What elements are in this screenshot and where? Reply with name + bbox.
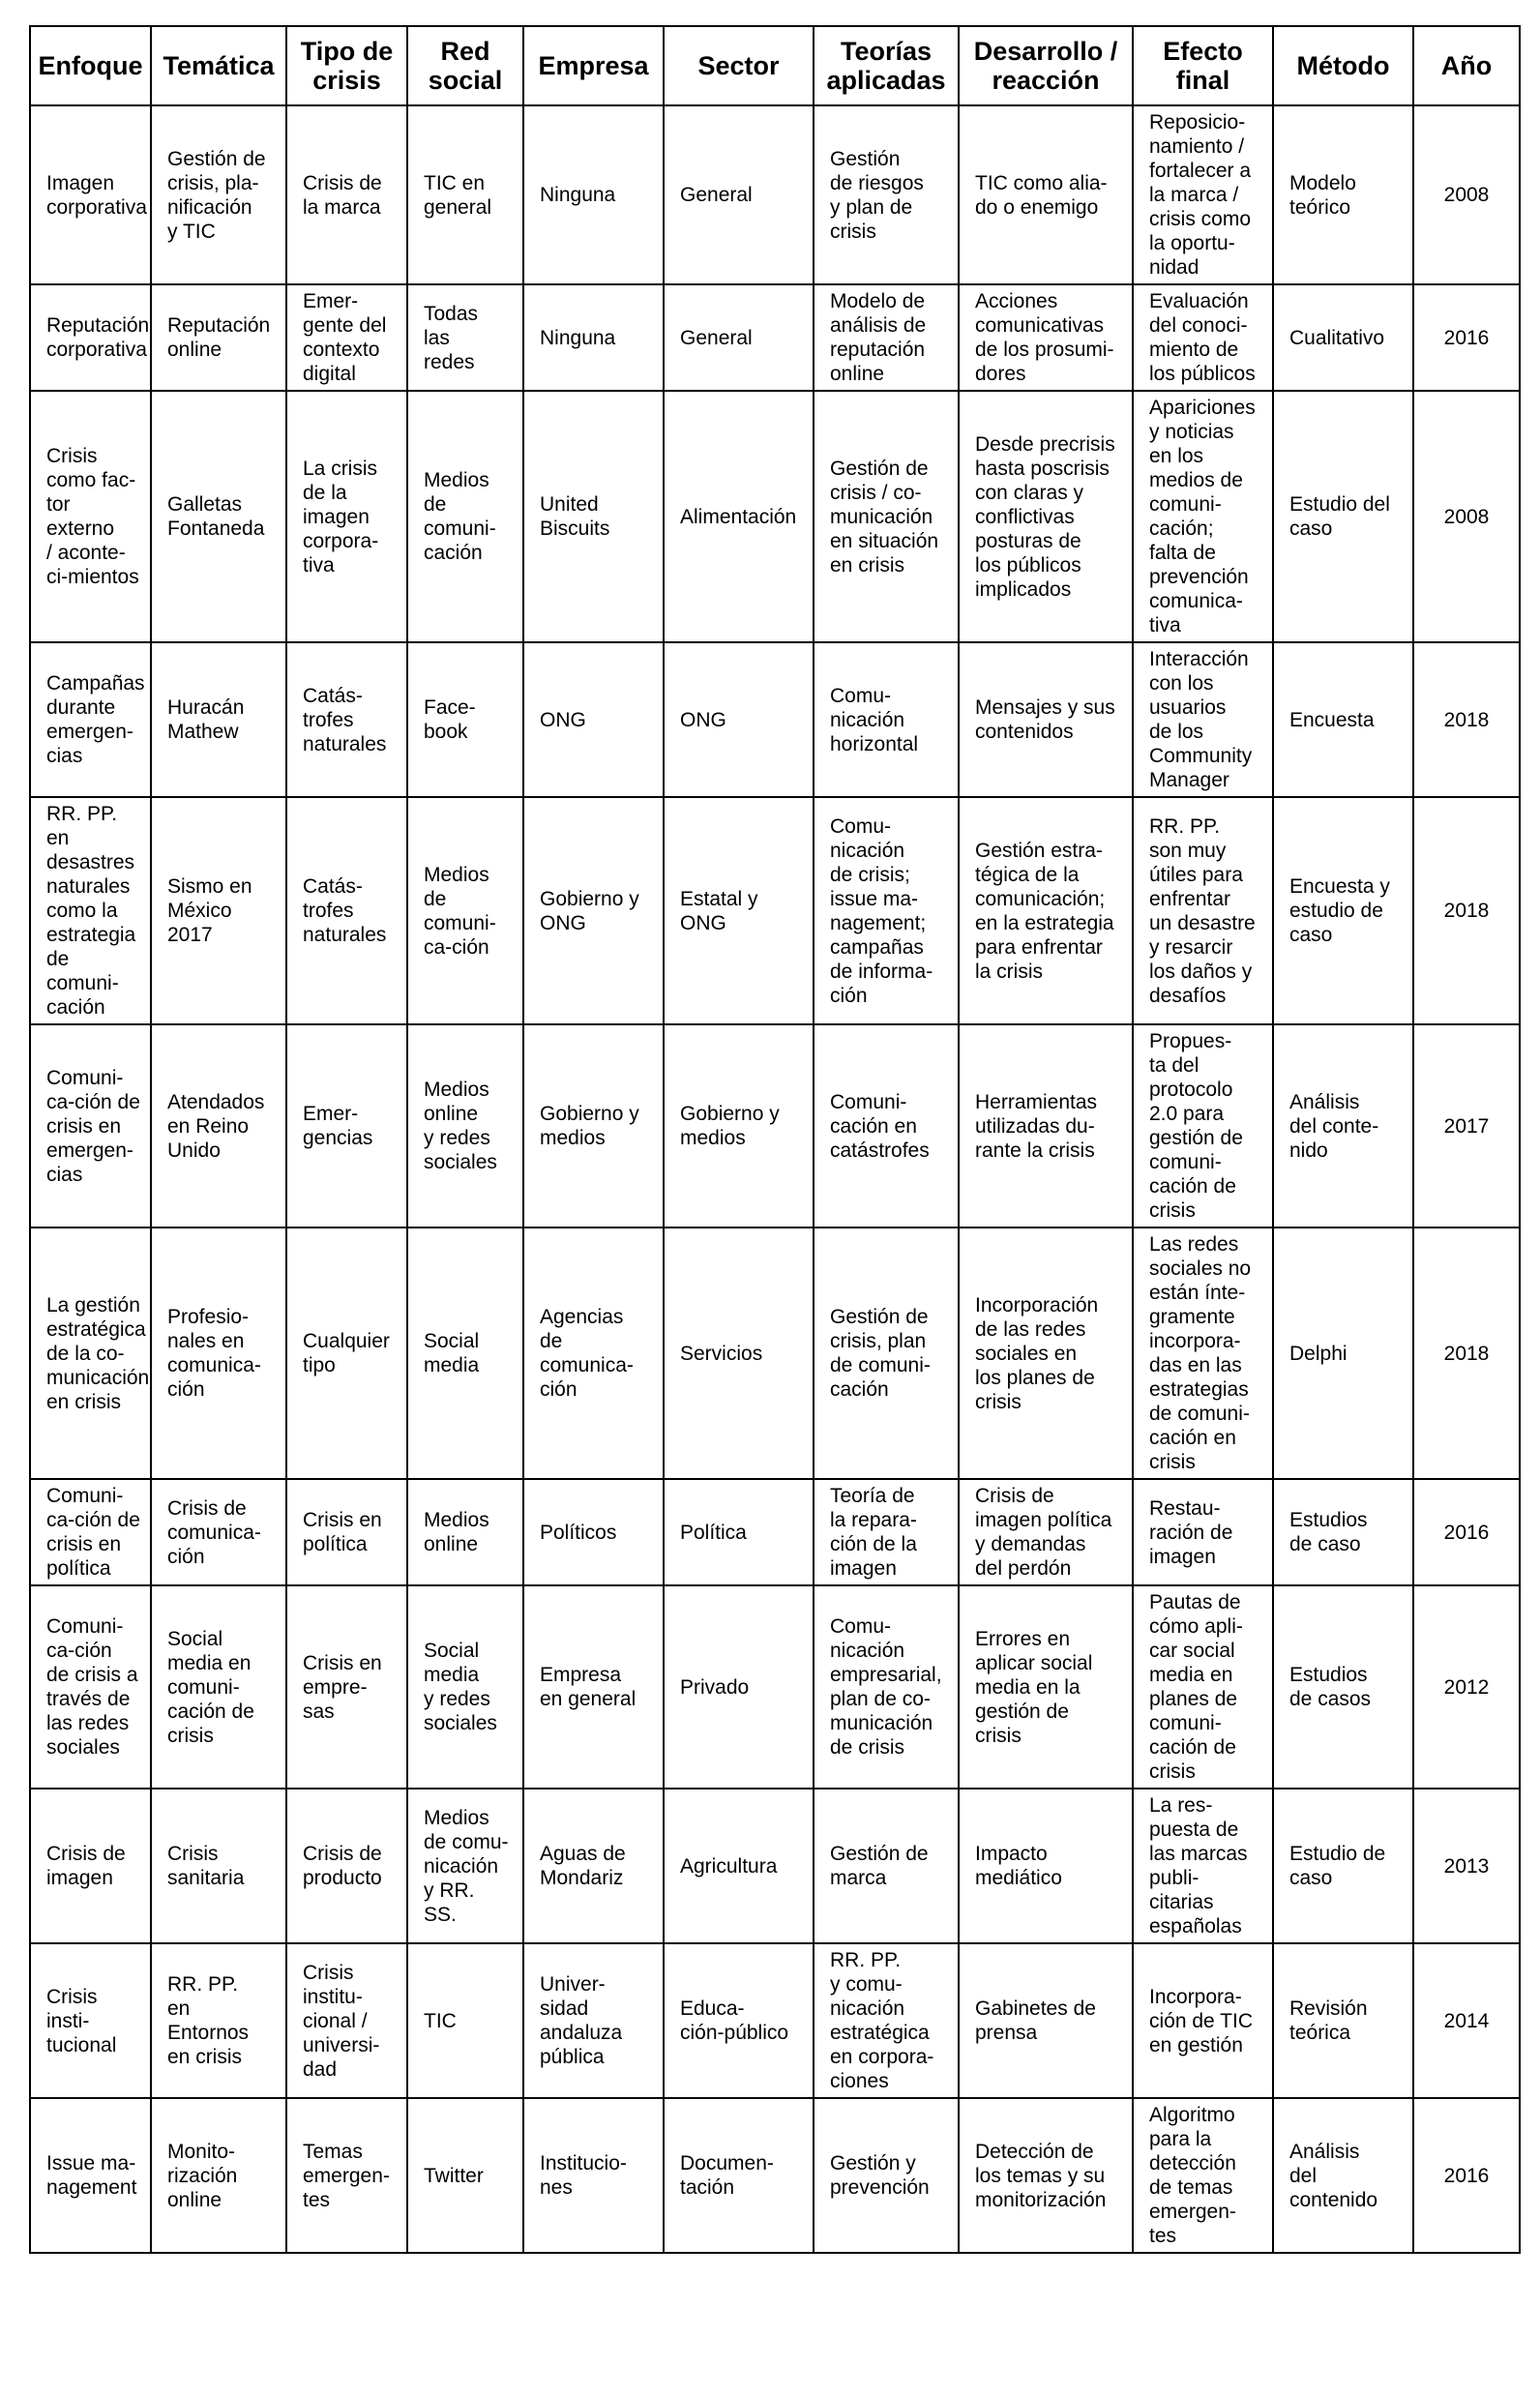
cell-teorias-aplicadas: Gestión de crisis / co- municación en situación en crisis bbox=[814, 391, 959, 642]
cell-enfoque: Imagen corporativa bbox=[30, 105, 151, 284]
table-body bbox=[30, 105, 1520, 2253]
table-row bbox=[30, 284, 1520, 391]
cell-desarrollo-reaccion: Gestión estra- tégica de la comunicación; en la estrategia para enfrentar la crisis bbox=[959, 797, 1133, 1024]
cell-efecto-final: Restau- ración de imagen bbox=[1133, 1479, 1273, 1585]
cell-ano: 2012 bbox=[1413, 1585, 1520, 1789]
cell-ano: 2014 bbox=[1413, 1943, 1520, 2098]
header-teorias-aplicadas: Teorías aplicadas bbox=[814, 26, 959, 105]
cell-desarrollo-reaccion: TIC como alia- do o enemigo bbox=[959, 105, 1133, 284]
cell-tipo-de-crisis: Crisis de producto bbox=[286, 1789, 407, 1943]
table-row bbox=[30, 1789, 1520, 1943]
cell-desarrollo-reaccion: Impacto mediático bbox=[959, 1789, 1133, 1943]
table-header-row bbox=[30, 26, 1520, 105]
cell-efecto-final: Algoritmo para la detección de temas emergen- tes bbox=[1133, 2098, 1273, 2253]
table-row bbox=[30, 2098, 1520, 2253]
cell-sector: General bbox=[664, 105, 814, 284]
cell-teorias-aplicadas: Gestión de marca bbox=[814, 1789, 959, 1943]
cell-tipo-de-crisis: Temas emergen- tes bbox=[286, 2098, 407, 2253]
cell-empresa: Aguas de Mondariz bbox=[523, 1789, 664, 1943]
header-red-social: Red social bbox=[407, 26, 523, 105]
cell-enfoque: Crisis de imagen bbox=[30, 1789, 151, 1943]
header-ano: Año bbox=[1413, 26, 1520, 105]
cell-ano: 2016 bbox=[1413, 1479, 1520, 1585]
cell-empresa: ONG bbox=[523, 642, 664, 797]
cell-empresa: Institucio- nes bbox=[523, 2098, 664, 2253]
cell-metodo: Estudio del caso bbox=[1273, 391, 1413, 642]
cell-efecto-final: Interacción con los usuarios de los Community Manager bbox=[1133, 642, 1273, 797]
cell-efecto-final: Evaluación del conoci- miento de los públicos bbox=[1133, 284, 1273, 391]
table-row bbox=[30, 1228, 1520, 1479]
cell-red-social: Todas las redes bbox=[407, 284, 523, 391]
header-efecto-final: Efecto final bbox=[1133, 26, 1273, 105]
cell-teorias-aplicadas: Comu- nicación horizontal bbox=[814, 642, 959, 797]
cell-enfoque: Comuni- ca-ción de crisis en política bbox=[30, 1479, 151, 1585]
cell-teorias-aplicadas: Gestión de crisis, plan de comuni- cación bbox=[814, 1228, 959, 1479]
cell-ano: 2013 bbox=[1413, 1789, 1520, 1943]
cell-sector: Estatal y ONG bbox=[664, 797, 814, 1024]
cell-efecto-final: Apariciones y noticias en los medios de comuni- cación; falta de prevención comunica- tiva bbox=[1133, 391, 1273, 642]
cell-sector: Agricultura bbox=[664, 1789, 814, 1943]
cell-efecto-final: La res- puesta de las marcas publi- citarias españolas bbox=[1133, 1789, 1273, 1943]
cell-red-social: Twitter bbox=[407, 2098, 523, 2253]
cell-metodo: Análisis del contenido bbox=[1273, 2098, 1413, 2253]
cell-tipo-de-crisis: Crisis institu- cional / universi- dad bbox=[286, 1943, 407, 2098]
table-row bbox=[30, 642, 1520, 797]
cell-tematica: Crisis de comunica- ción bbox=[151, 1479, 286, 1585]
cell-empresa: Ninguna bbox=[523, 105, 664, 284]
cell-teorias-aplicadas: Gestión y prevención bbox=[814, 2098, 959, 2253]
cell-red-social: TIC bbox=[407, 1943, 523, 2098]
cell-teorias-aplicadas: Comuni- cación en catástrofes bbox=[814, 1024, 959, 1228]
header-tematica: Temática bbox=[151, 26, 286, 105]
cell-sector: Privado bbox=[664, 1585, 814, 1789]
cell-metodo: Delphi bbox=[1273, 1228, 1413, 1479]
cell-enfoque: Crisis insti- tucional bbox=[30, 1943, 151, 2098]
cell-desarrollo-reaccion: Errores en aplicar social media en la gestión de crisis bbox=[959, 1585, 1133, 1789]
table-row bbox=[30, 105, 1520, 284]
table-row bbox=[30, 1479, 1520, 1585]
cell-enfoque: Campañas durante emergen- cias bbox=[30, 642, 151, 797]
cell-desarrollo-reaccion: Desde precrisis hasta poscrisis con claras y conflictivas posturas de los públicos implicados bbox=[959, 391, 1133, 642]
header-tipo-de-crisis: Tipo de crisis bbox=[286, 26, 407, 105]
cell-empresa: Univer- sidad andaluza pública bbox=[523, 1943, 664, 2098]
cell-desarrollo-reaccion: Detección de los temas y su monitorización bbox=[959, 2098, 1133, 2253]
cell-tipo-de-crisis: Cualquier tipo bbox=[286, 1228, 407, 1479]
table-row bbox=[30, 391, 1520, 642]
document-page bbox=[29, 25, 1519, 2254]
cell-tipo-de-crisis: Crisis en empre- sas bbox=[286, 1585, 407, 1789]
cell-sector: Educa- ción-público bbox=[664, 1943, 814, 2098]
cell-tematica: Monito- rización online bbox=[151, 2098, 286, 2253]
cell-empresa: Gobierno y ONG bbox=[523, 797, 664, 1024]
cell-metodo: Revisión teórica bbox=[1273, 1943, 1413, 2098]
cell-enfoque: Issue ma- nagement bbox=[30, 2098, 151, 2253]
cell-tematica: Social media en comuni- cación de crisis bbox=[151, 1585, 286, 1789]
cell-efecto-final: RR. PP. son muy útiles para enfrentar un desastre y resarcir los daños y desafíos bbox=[1133, 797, 1273, 1024]
cell-enfoque: Comuni- ca-ción de crisis en emergen- cias bbox=[30, 1024, 151, 1228]
cell-desarrollo-reaccion: Gabinetes de prensa bbox=[959, 1943, 1133, 2098]
cell-ano: 2016 bbox=[1413, 284, 1520, 391]
cell-ano: 2017 bbox=[1413, 1024, 1520, 1228]
cell-metodo: Estudio de caso bbox=[1273, 1789, 1413, 1943]
table-row bbox=[30, 1024, 1520, 1228]
cell-tematica: Sismo en México 2017 bbox=[151, 797, 286, 1024]
cell-efecto-final: Propues- ta del protocolo 2.0 para gestión de comuni- cación de crisis bbox=[1133, 1024, 1273, 1228]
cell-enfoque: La gestión estratégica de la co- municación en crisis bbox=[30, 1228, 151, 1479]
cell-red-social: Social media y redes sociales bbox=[407, 1585, 523, 1789]
cell-red-social: Medios de comu- nicación y RR. SS. bbox=[407, 1789, 523, 1943]
cell-metodo: Encuesta bbox=[1273, 642, 1413, 797]
cell-metodo: Estudios de caso bbox=[1273, 1479, 1413, 1585]
header-sector: Sector bbox=[664, 26, 814, 105]
cell-red-social: Medios de comuni- cación bbox=[407, 391, 523, 642]
cell-tematica: Crisis sanitaria bbox=[151, 1789, 286, 1943]
header-empresa: Empresa bbox=[523, 26, 664, 105]
cell-metodo: Cualitativo bbox=[1273, 284, 1413, 391]
cell-enfoque: Comuni- ca-ción de crisis a través de las redes sociales bbox=[30, 1585, 151, 1789]
cell-red-social: Medios online y redes sociales bbox=[407, 1024, 523, 1228]
cell-red-social: Medios online bbox=[407, 1479, 523, 1585]
cell-tipo-de-crisis: La crisis de la imagen corpora- tiva bbox=[286, 391, 407, 642]
cell-enfoque: Crisis como fac- tor externo / aconte- ci-mientos bbox=[30, 391, 151, 642]
cell-tipo-de-crisis: Catás- trofes naturales bbox=[286, 797, 407, 1024]
cell-efecto-final: Pautas de cómo apli- car social media en planes de comuni- cación de crisis bbox=[1133, 1585, 1273, 1789]
cell-ano: 2016 bbox=[1413, 2098, 1520, 2253]
cell-tipo-de-crisis: Emer- gente del contexto digital bbox=[286, 284, 407, 391]
header-metodo: Método bbox=[1273, 26, 1413, 105]
cell-metodo: Estudios de casos bbox=[1273, 1585, 1413, 1789]
cell-red-social: Social media bbox=[407, 1228, 523, 1479]
cell-teorias-aplicadas: RR. PP. y comu- nicación estratégica en corpora- ciones bbox=[814, 1943, 959, 2098]
cell-efecto-final: Incorpora- ción de TIC en gestión bbox=[1133, 1943, 1273, 2098]
cell-enfoque: RR. PP. en desastres naturales como la estrategia de comuni- cación bbox=[30, 797, 151, 1024]
cell-teorias-aplicadas: Comu- nicación empresarial, plan de co- municación de crisis bbox=[814, 1585, 959, 1789]
cell-ano: 2018 bbox=[1413, 1228, 1520, 1479]
cell-empresa: Políticos bbox=[523, 1479, 664, 1585]
cell-sector: General bbox=[664, 284, 814, 391]
cell-tipo-de-crisis: Crisis de la marca bbox=[286, 105, 407, 284]
cell-red-social: Face- book bbox=[407, 642, 523, 797]
cell-tipo-de-crisis: Crisis en política bbox=[286, 1479, 407, 1585]
cell-empresa: United Biscuits bbox=[523, 391, 664, 642]
cell-red-social: Medios de comuni- ca-ción bbox=[407, 797, 523, 1024]
cell-empresa: Agencias de comunica- ción bbox=[523, 1228, 664, 1479]
cell-tematica: Reputación online bbox=[151, 284, 286, 391]
cell-tematica: Huracán Mathew bbox=[151, 642, 286, 797]
cell-ano: 2008 bbox=[1413, 391, 1520, 642]
cell-tematica: Atendados en Reino Unido bbox=[151, 1024, 286, 1228]
cell-teorias-aplicadas: Teoría de la repara- ción de la imagen bbox=[814, 1479, 959, 1585]
crisis-studies-table bbox=[29, 25, 1521, 2254]
cell-red-social: TIC en general bbox=[407, 105, 523, 284]
cell-ano: 2018 bbox=[1413, 797, 1520, 1024]
cell-empresa: Ninguna bbox=[523, 284, 664, 391]
cell-teorias-aplicadas: Modelo de análisis de reputación online bbox=[814, 284, 959, 391]
cell-sector: Política bbox=[664, 1479, 814, 1585]
cell-sector: Alimentación bbox=[664, 391, 814, 642]
cell-ano: 2018 bbox=[1413, 642, 1520, 797]
cell-teorias-aplicadas: Gestión de riesgos y plan de crisis bbox=[814, 105, 959, 284]
cell-ano: 2008 bbox=[1413, 105, 1520, 284]
cell-teorias-aplicadas: Comu- nicación de crisis; issue ma- nagement; campañas de informa- ción bbox=[814, 797, 959, 1024]
table-row bbox=[30, 1943, 1520, 2098]
cell-tematica: RR. PP. en Entornos en crisis bbox=[151, 1943, 286, 2098]
cell-sector: ONG bbox=[664, 642, 814, 797]
table-row bbox=[30, 1585, 1520, 1789]
cell-sector: Documen- tación bbox=[664, 2098, 814, 2253]
cell-empresa: Gobierno y medios bbox=[523, 1024, 664, 1228]
cell-metodo: Modelo teórico bbox=[1273, 105, 1413, 284]
cell-metodo: Encuesta y estudio de caso bbox=[1273, 797, 1413, 1024]
cell-sector: Servicios bbox=[664, 1228, 814, 1479]
cell-desarrollo-reaccion: Incorporación de las redes sociales en los planes de crisis bbox=[959, 1228, 1133, 1479]
cell-efecto-final: Reposicio- namiento / fortalecer a la marca / crisis como la oportu- nidad bbox=[1133, 105, 1273, 284]
cell-tipo-de-crisis: Emer- gencias bbox=[286, 1024, 407, 1228]
cell-empresa: Empresa en general bbox=[523, 1585, 664, 1789]
header-enfoque: Enfoque bbox=[30, 26, 151, 105]
header-desarrollo-reaccion: Desarrollo / reacción bbox=[959, 26, 1133, 105]
cell-desarrollo-reaccion: Mensajes y sus contenidos bbox=[959, 642, 1133, 797]
table-row bbox=[30, 797, 1520, 1024]
cell-metodo: Análisis del conte- nido bbox=[1273, 1024, 1413, 1228]
cell-efecto-final: Las redes sociales no están ínte- gramente incorpora- das en las estrategias de comuni- cación en crisis bbox=[1133, 1228, 1273, 1479]
cell-tipo-de-crisis: Catás- trofes naturales bbox=[286, 642, 407, 797]
cell-tematica: Profesio- nales en comunica- ción bbox=[151, 1228, 286, 1479]
cell-sector: Gobierno y medios bbox=[664, 1024, 814, 1228]
cell-desarrollo-reaccion: Acciones comunicativas de los prosumi- dores bbox=[959, 284, 1133, 391]
cell-tematica: Gestión de crisis, pla- nificación y TIC bbox=[151, 105, 286, 284]
cell-enfoque: Reputación corporativa bbox=[30, 284, 151, 391]
cell-tematica: Galletas Fontaneda bbox=[151, 391, 286, 642]
cell-desarrollo-reaccion: Herramientas utilizadas du- rante la crisis bbox=[959, 1024, 1133, 1228]
cell-desarrollo-reaccion: Crisis de imagen política y demandas del perdón bbox=[959, 1479, 1133, 1585]
